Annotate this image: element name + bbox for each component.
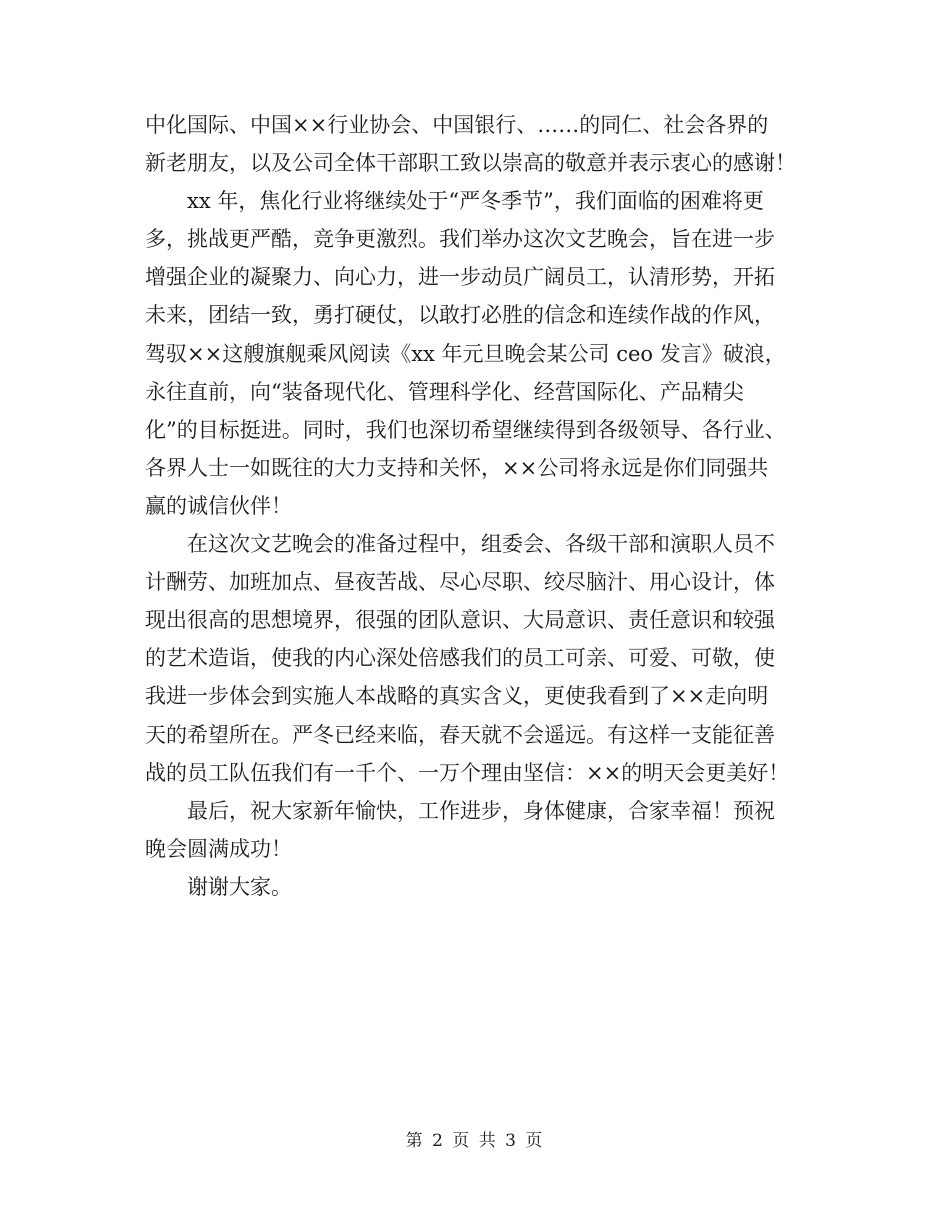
text-line: 化”的目标挺进。同时，我们也深切希望继续得到各级领导、各行业、 — [145, 417, 786, 442]
text-line: 增强企业的凝聚力、向心力，进一步动员广阔员工，认清形势，开拓 — [145, 265, 775, 290]
text-line: 新老朋友，以及公司全体干部职工致以崇高的敬意并表示衷心的感谢！ — [145, 151, 796, 176]
text-line: 计酬劳、加班加点、昼夜苦战、尽心尽职、绞尽脑汁、用心设计，体 — [145, 570, 775, 595]
text-line: 战的员工队伍我们有一千个、一万个理由坚信：××的明天会更美好！ — [145, 760, 790, 785]
document-body — [145, 106, 815, 906]
text-line: 永往直前，向“装备现代化、管理科学化、经营国际化、产品精尖 — [145, 379, 744, 404]
text-line: 赢的诚信伙伴！ — [145, 493, 292, 518]
text-line: 最后，祝大家新年愉快，工作进步，身体健康，合家幸福！预祝 — [187, 798, 775, 823]
text-line: 的艺术造诣，使我的内心深处倍感我们的员工可亲、可爱、可敬，使 — [145, 646, 775, 671]
text-line: 在这次文艺晚会的准备过程中，组委会、各级干部和演职人员不 — [187, 532, 775, 557]
page-footer: 第 2 页 共 3 页 — [405, 1131, 545, 1151]
text-line: 天的希望所在。严冬已经来临，春天就不会遥远。有这样一支能征善 — [145, 722, 775, 747]
text-line: 驾驭××这艘旗舰乘风阅读《xx 年元旦晚会某公司 ceo 发言》破浪， — [145, 341, 786, 366]
text-line: 晚会圆满成功！ — [145, 836, 292, 861]
text-line: 我进一步体会到实施人本战略的真实含义，更使我看到了××走向明 — [145, 684, 769, 709]
text-line: 各界人士一如既往的大力支持和关怀，××公司将永远是你们同强共 — [145, 455, 769, 480]
text-line: 谢谢大家。 — [187, 874, 292, 899]
text-line: 未来，团结一致，勇打硬仗，以敢打必胜的信念和连续作战的作风， — [145, 303, 775, 328]
text-line: 多，挑战更严酷，竞争更激烈。我们举办这次文艺晚会，旨在进一步 — [145, 227, 775, 252]
text-line: 中化国际、中国××行业协会、中国银行、……的同仁、社会各界的 — [145, 113, 769, 137]
text-line: 现出很高的思想境界，很强的团队意识、大局意识、责任意识和较强 — [145, 608, 775, 633]
text-line: xx 年，焦化行业将继续处于“严冬季节”，我们面临的困难将更 — [187, 189, 764, 214]
